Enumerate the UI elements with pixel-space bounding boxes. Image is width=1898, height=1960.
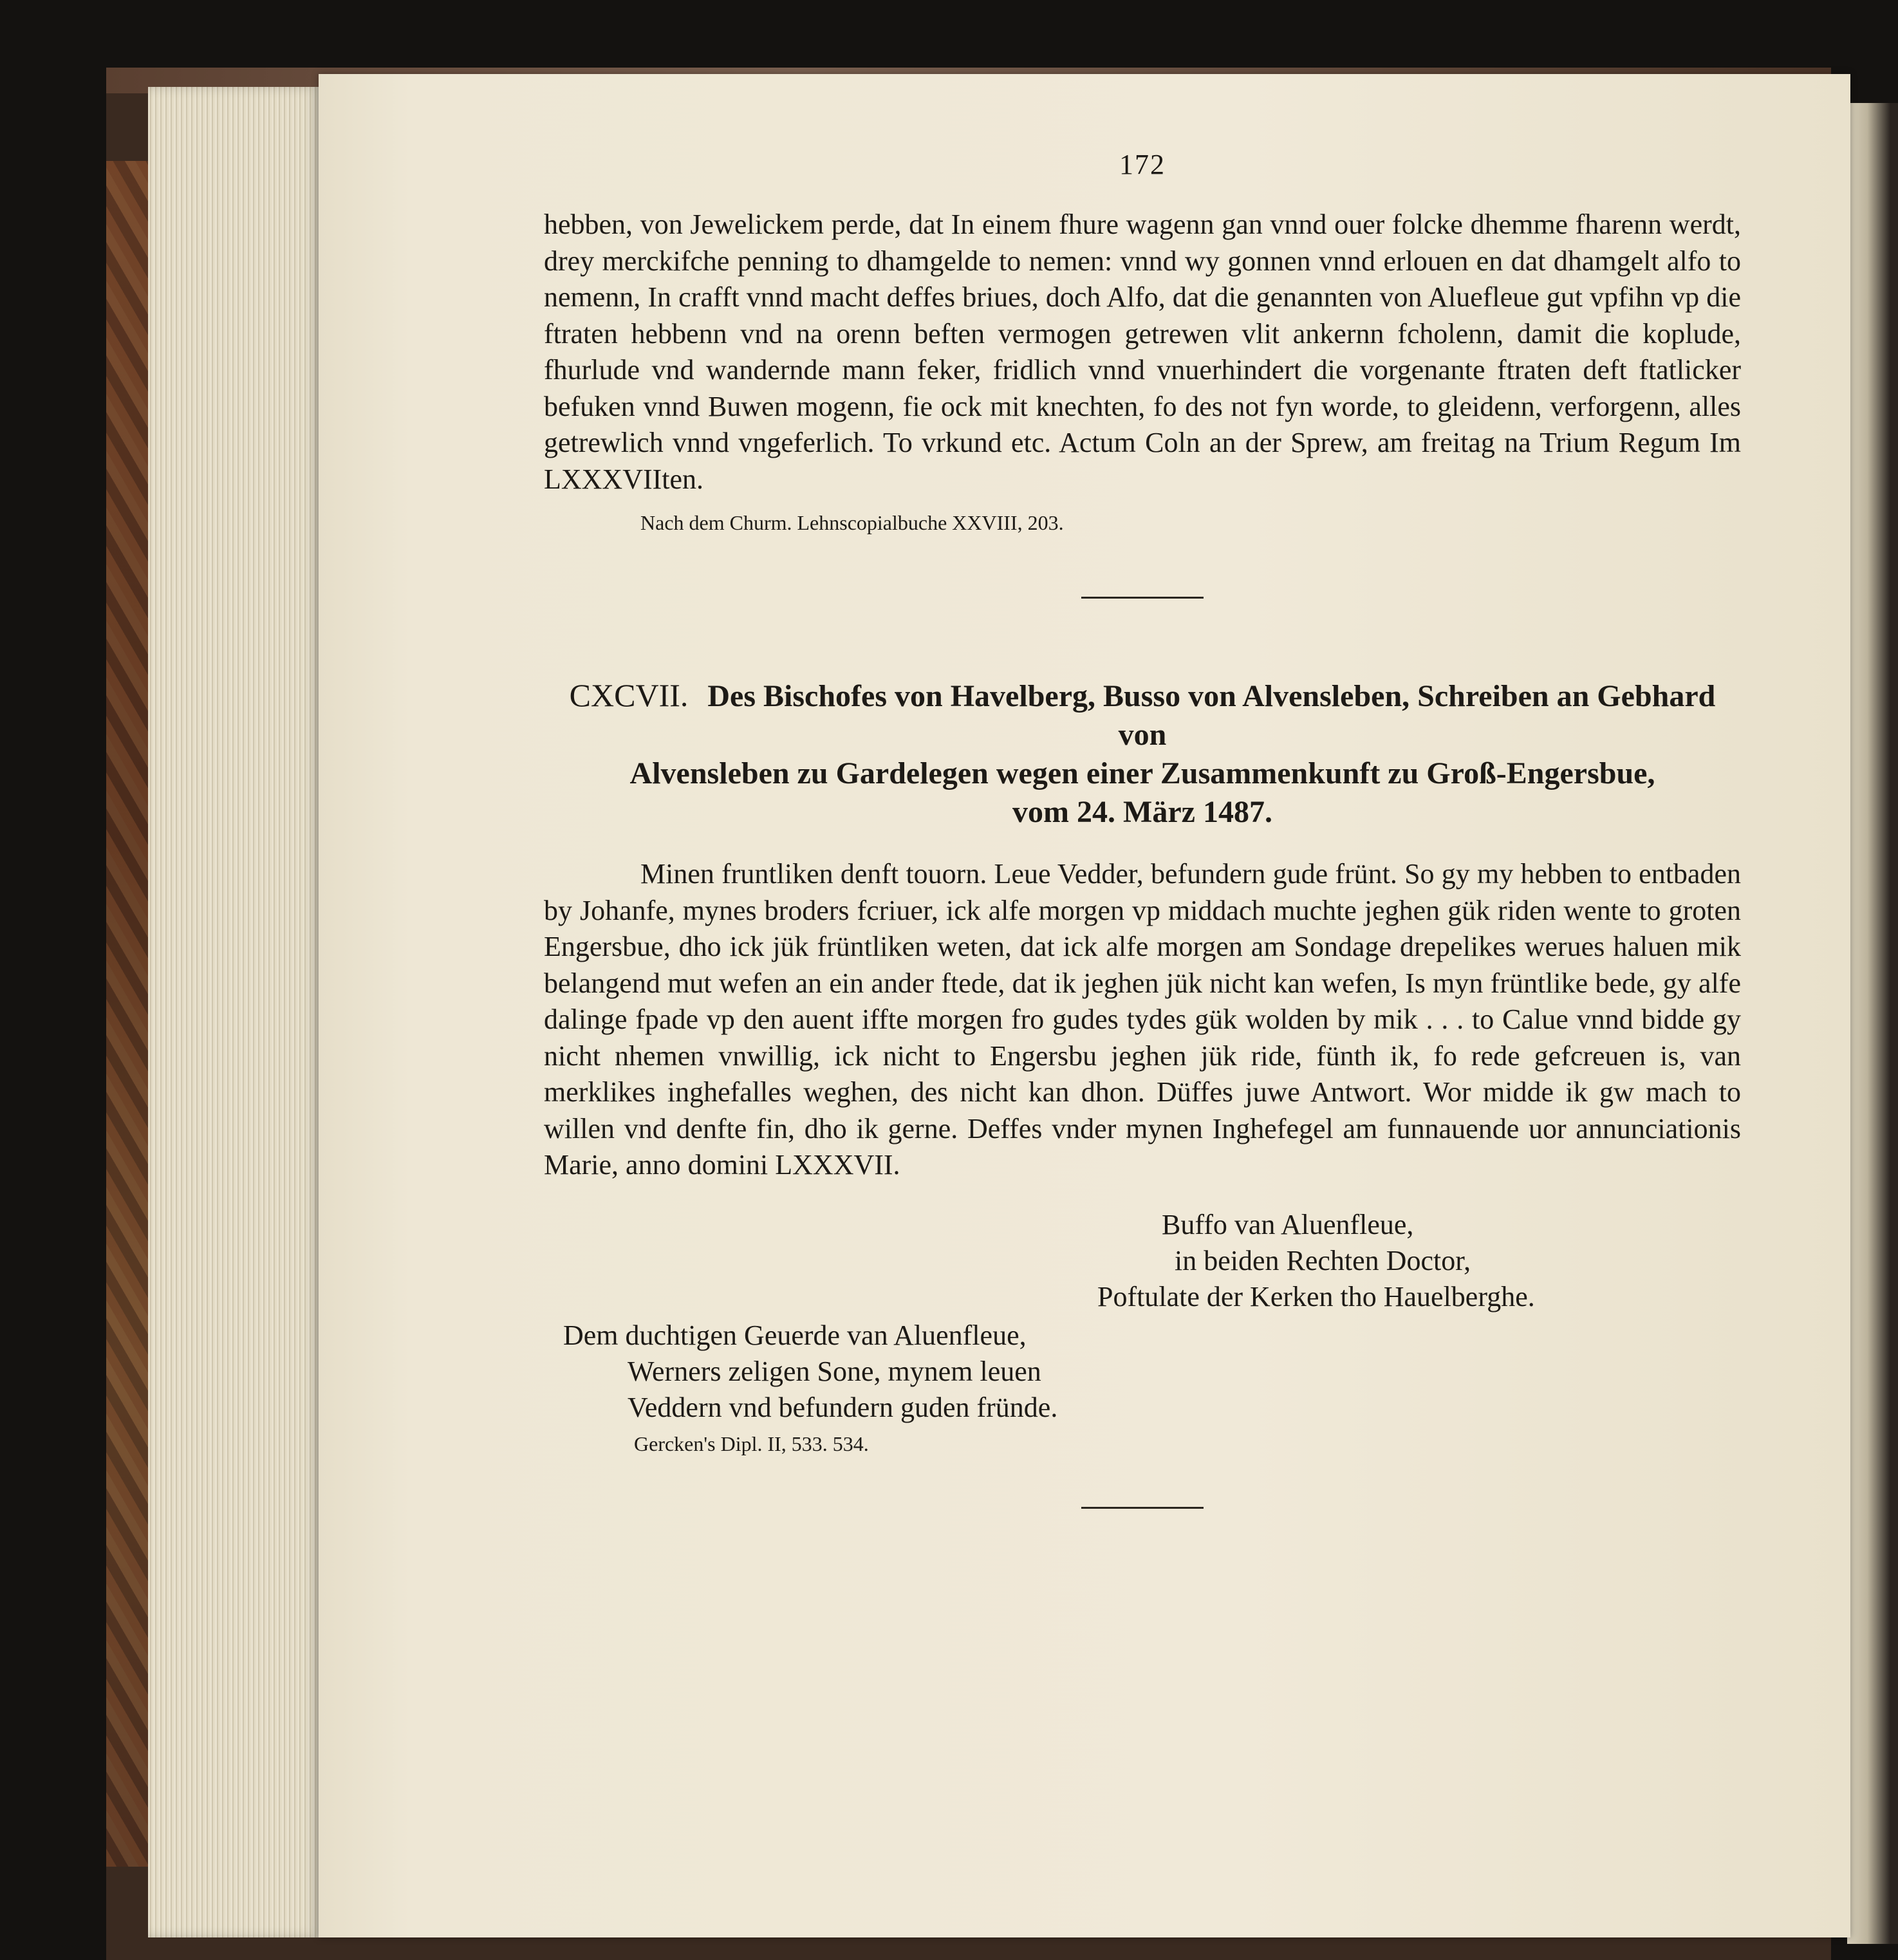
address-line-2: Werners zeligen Sone, mynem leuen [628,1355,1041,1387]
heading-line-2: Alvensleben zu Gardelegen wegen einer Zusammenkunft zu Groß-Engersbue, [629,756,1655,790]
signature-line-3: Poftulate der Kerken tho Hauelberghe. [1097,1280,1535,1312]
signature-line-1: Buffo van Aluenfleue, [1162,1208,1414,1240]
document-number: CXCVII. [569,677,689,713]
address-source-citation: Gercken's Dipl. II, 533. 534. [634,1432,869,1455]
signature-line-2: in beiden Rechten Doctor, [1175,1244,1471,1276]
section-divider [1081,597,1204,599]
page-content [544,148,1741,1509]
heading-line-3: vom 24. März 1487. [1012,795,1272,829]
top-paragraph: hebben, von Jewelickem perde, dat In einem fhure wagenn gan vnnd ouer folcke dhemme fharenn werdt, drey merckifche penning to dhamgelde to nemen: vnnd wy gonnen vnnd erlouen en dat dhamgelt alfo to nemenn, In crafft vnnd macht deffes briues, doch Alfo, dat die genannten von Aluefleue gut vpfihn vp die ftraten hebbenn vnd na orenn beften vermogen getrewen vlit ankernn fcholenn, damit die koplude, fhurlude vnd wandernde mann feker, fridlich vnnd vnuerhindert die vorgenante ftraten deft ftatlicker befuken vnnd Buwen mogenn, fie ock mit knechten, fo des not fyn worde, to gleidenn, verforgenn, alles getrewlich vnnd vngeferlich. To vrkund etc. Actum Coln an der Sprew, am freitag na Trium Regum Im LXXXVIIten. [544,209,1741,495]
page-number: 172 [1119,149,1166,180]
address-line-3: Veddern vnd befundern guden fründe. [628,1391,1058,1423]
facing-page-edge [1847,103,1898,1944]
signature-block [544,1207,1741,1315]
end-divider [1081,1507,1204,1509]
document-heading [544,676,1741,832]
top-source-citation: Nach dem Churm. Lehnscopialbuche XXVIII, 203. [640,511,1064,534]
letter-body: Minen fruntliken denft touorn. Leue Vedder, befundern gude frünt. So gy my hebben to entbaden by Johanfe, mynes broders fcriuer, ick alfe morgen vp middach muchte jeghen gük riden wente to groten Engersbue, dho ick jük früntliken weten, dat ick alfe morgen am Sondage drepelikes werues haluen mik belangend mut wefen an ein ander ftede, dat ik jeghen jük nicht kan wefen, Is myn früntlike bede, gy alfe dalinge fpade vp den auent iffte morgen fro gudes tydes gük wolden by mik . . . to Calue vnnd bidde gy nicht nhemen vnwillig, ick nicht to Engersbu jeghen jük ride, fünth ik, fo rede gefcreuen is, van merklikes inghefalles weghen, des nicht kan dhon. Düffes juwe Antwort. Wor midde ik gw mach to willen vnd denfte fin, dho ik gerne. Deffes vnder mynen Inghefegel am funnauende uor annunciationis Marie, anno domini LXXXVII. [544,858,1741,1181]
address-line-1: Dem duchtigen Geuerde van Aluenfleue, [563,1319,1027,1351]
marbled-board-edge [106,161,154,1867]
page-stack-edges [148,87,322,1937]
address-block [544,1318,1741,1462]
heading-line-1: Des Bischofes von Havelberg, Busso von Alvensleben, Schreiben an Gebhard von [707,679,1716,752]
